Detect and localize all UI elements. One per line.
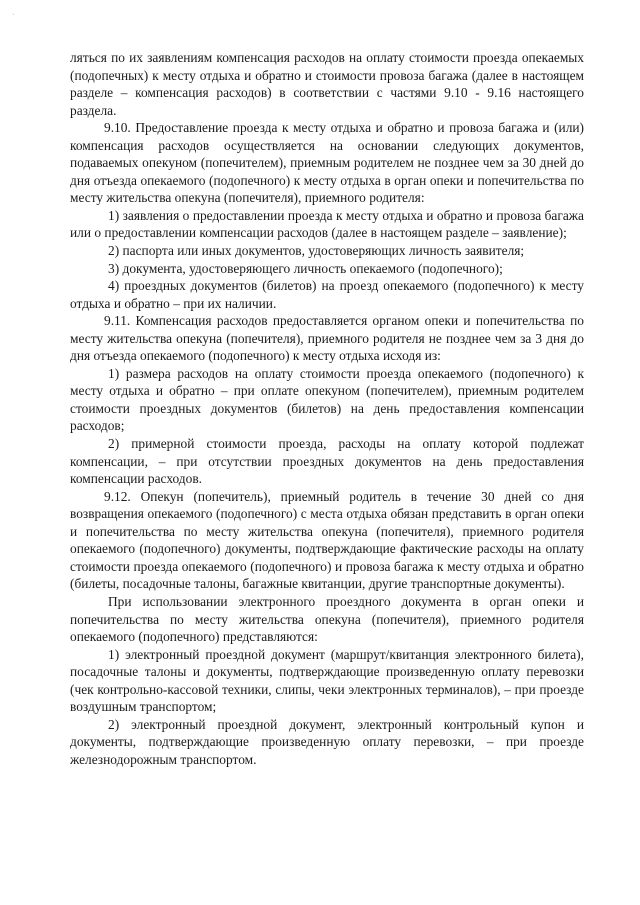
list-item-9-10-3: 3) документа, удостоверяющего личность опекаемого (подопечного);	[108, 260, 503, 276]
list-item-electronic-1: 1) электронный проездной документ (маршрут/квитанция электронного билета), посадочные талоны и документы, подтверждающие произведенную оплату перевозки (чек контрольно-кассовой техники, слипы, чеки электронных терминалов), – при проезде воздушным транспортом;	[70, 646, 584, 715]
document-body	[70, 49, 584, 768]
list-item-9-11-1: 1) размера расходов на оплату стоимости проезда опекаемого (подопечного) к месту отдыха и обратно – при оплате опекуном (попечителем), приемным родителем стоимости проездных документов (билетов) на день предоставления компенсации расходов;	[70, 365, 584, 434]
paragraph-9-10: 9.10. Предоставление проезда к месту отдыха и обратно и провоза багажа и (или) компенсация расходов осуществляется на основании следующих документов, подаваемых опекуном (попечителем), приемным родителем не позднее чем за 30 дней до дня отъезда опекаемого (подопечного) к месту отдыха в орган опеки и попечительства по месту жительства опекуна (попечителя), приемного родителя:	[70, 120, 584, 206]
list-item-9-10-2: 2) паспорта или иных документов, удостоверяющих личность заявителя;	[108, 243, 525, 259]
paragraph-intro-continuation: ляться по их заявлениям компенсация расходов на оплату стоимости проезда опекаемых (подопечных) к месту отдыха и обратно и стоимости провоза багажа (далее в настоящем разделе – компенсация расходов) в соответствии с частями 9.10 - 9.16 настоящего раздела.	[70, 50, 584, 118]
paragraph-9-12: 9.12. Опекун (попечитель), приемный родитель в течение 30 дней со дня возвращения опекаемого (подопечного) с места отдыха обязан представить в орган опеки и попечительства по месту жительства опекуна (попечителя), приемного родителя опекаемого (подопечного) документы, подтверждающие фактические расходы на оплату стоимости проезда опекаемого (подопечного) и провоза багажа к месту отдыха и обратно (билеты, посадочные талоны, багажные квитанции, другие транспортные документы).	[70, 488, 584, 592]
list-item-9-11-2: 2) примерной стоимости проезда, расходы на оплату которой подлежат компенсации, – при отсутствии проездных документов на день предоставления компенсации расходов.	[70, 436, 584, 487]
scan-speck: `	[12, 14, 15, 21]
paragraph-9-11: 9.11. Компенсация расходов предоставляется органом опеки и попечительства по месту жительства опекуна (попечителя), приемного родителя не позднее чем за 3 дня до дня отъезда опекаемого (подопечного) к месту отдыха исходя из:	[70, 313, 584, 364]
list-item-9-10-4: 4) проездных документов (билетов) на проезд опекаемого (подопечного) к месту отдыха и обратно – при их наличии.	[70, 278, 584, 311]
list-item-electronic-2: 2) электронный проездной документ, электронный контрольный купон и документы, подтверждающие произведенную оплату перевозки, – при проезде железнодорожным транспортом.	[70, 716, 584, 767]
list-item-9-10-1: 1) заявления о предоставлении проезда к месту отдыха и обратно и провоза багажа или о предоставлении компенсации расходов (далее в настоящем разделе – заявление);	[70, 207, 584, 241]
paragraph-electronic-documents: При использовании электронного проездного документа в орган опеки и попечительства по месту жительства опекуна (попечителя), приемного родителя опекаемого (подопечного) представляются:	[70, 593, 584, 645]
